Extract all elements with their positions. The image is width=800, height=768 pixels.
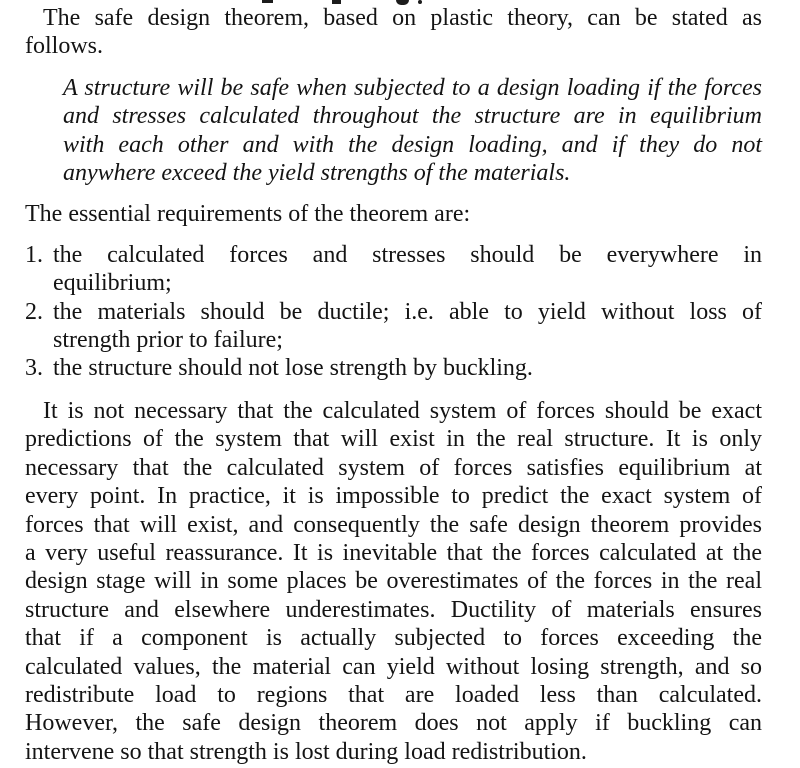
list-item-number: 2. [25,298,43,325]
list-item-number: 1. [25,241,43,268]
text-line: The safe design theorem, based on plastic theory, can be stated as [43,5,762,31]
list-item [25,298,762,355]
text-line: predictions of the system that will exist in the real structure. It is only [25,426,762,453]
list-item [25,354,762,382]
text-line: a very useful reassurance. It is inevitable that the forces calculated at the [25,539,762,566]
text-line: A structure will be safe when subjected to a design loading if the forces [63,74,762,101]
discussion-paragraph [25,397,762,766]
text-line: follows. [25,33,103,60]
text-line: the calculated forces and stresses should be everywhere in [53,241,762,268]
text-line: The essential requirements of the theorem are: [25,201,471,228]
requirements-intro [25,200,762,228]
list-item-number: 3. [25,355,43,382]
text-line: that if a component is actually subjected to forces exceeding the [25,625,762,652]
text-line: design stage will in some places be overestimates of the forces in the real [25,568,762,595]
theorem-blockquote [63,74,762,188]
clipped-glyph-mark [418,0,422,4]
text-line: anywhere exceed the yield strengths of the materials. [63,160,571,187]
list-item-text [53,298,762,355]
text-line: the structure should not lose strength by buckling. [53,355,533,382]
text-line: intervene so that strength is lost during load redistribution. [25,738,587,765]
clipped-glyph-mark [262,0,273,3]
text-line: and stresses calculated throughout the structure are in equilibrium [63,103,762,130]
clipped-glyph-mark [332,0,341,4]
requirements-list [25,241,762,383]
text-line: forces that will exist, and consequently the safe design theorem provides [25,511,762,538]
clipped-previous-line-fragment [0,0,800,6]
text-line: However, the safe design theorem does not apply if buckling can [25,710,762,737]
text-line: with each other and with the design loading, and if they do not [63,131,762,158]
intro-paragraph [25,4,762,61]
list-item [25,241,762,298]
text-line: the materials should be ductile; i.e. able to yield without loss of [53,298,762,325]
list-item-text [53,241,762,298]
text-line: redistribute load to regions that are loaded less than calculated. [25,681,762,708]
text-line: every point. In practice, it is impossible to predict the exact system of [25,483,762,510]
text-line: It is not necessary that the calculated system of forces should be exact [43,397,762,424]
text-line: structure and elsewhere underestimates. Ductility of materials ensures [25,596,762,623]
text-line: calculated values, the material can yield without losing strength, and so [25,653,762,680]
list-item-text [53,354,762,382]
text-line: equilibrium; [53,270,172,297]
clipped-glyph-mark [396,0,409,5]
text-line: strength prior to failure; [53,327,283,354]
text-line: necessary that the calculated system of forces satisfies equilibrium at [25,454,762,481]
